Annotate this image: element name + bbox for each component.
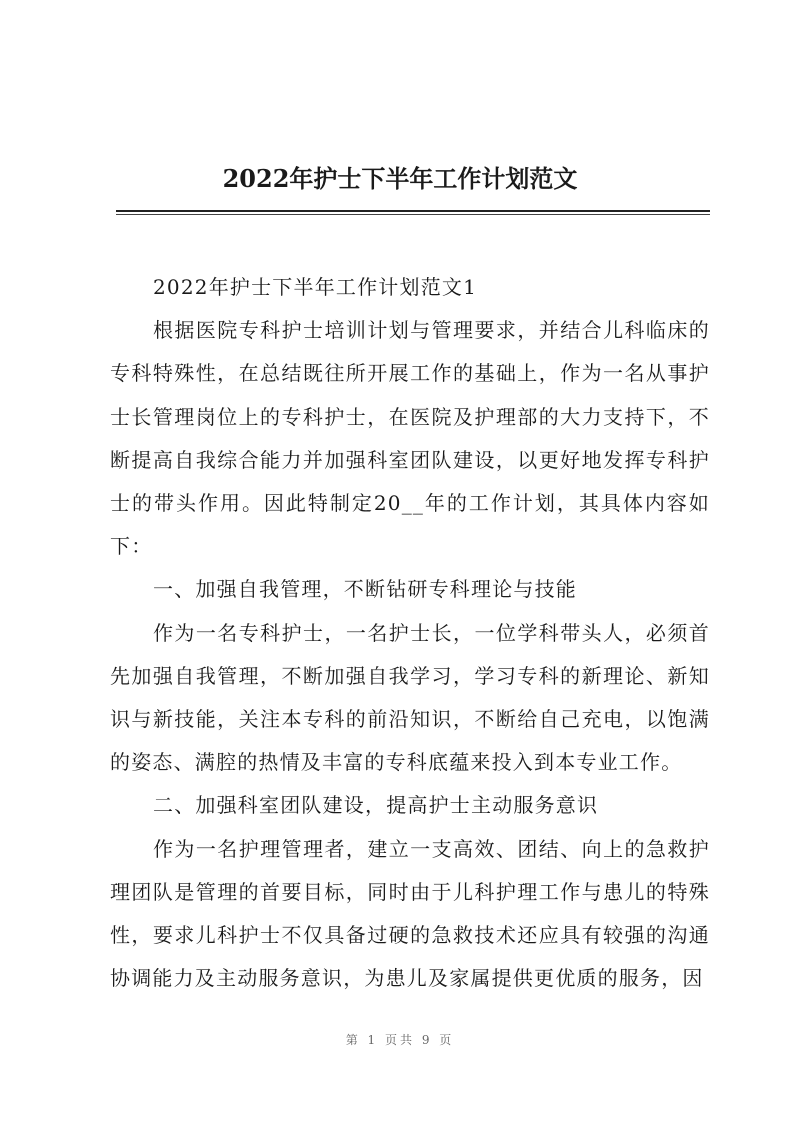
body-paragraph: 作为一名专科护士，一名护士长，一位学科带头人，必须首先加强自我管理，不断加强自我学习，学习专科的新理论、新知识与新技能，关注本专科的前沿知识，不断给自己充电，以饱满的姿态、满腔的热情及丰富的专科底蕴来投入到本专业工作。: [110, 620, 710, 775]
subheading-section-1: 2022年护士下半年工作计划范文1: [153, 275, 478, 299]
title-divider-thick: [116, 210, 710, 212]
page-footer: 第 1 页共 9 页: [345, 1033, 455, 1047]
section-heading: 二、加强科室团队建设，提高护士主动服务意识: [153, 793, 599, 818]
document-title: 2022年护士下半年工作计划范文: [222, 164, 578, 193]
body-paragraph: 作为一名护理管理者，建立一支高效、团结、向上的急救护理团队是管理的首要目标，同时由于儿科护理工作与患儿的特殊性，要求儿科护士不仅具备过硬的急救技术还应具有较强的沟通协调能力及主动服务意识，为患儿及家属提供更优质的服务，因: [110, 836, 710, 991]
section-heading: 一、加强自我管理，不断钻研专科理论与技能: [153, 577, 577, 602]
title-divider-thin: [116, 214, 710, 215]
document-body: [110, 266, 710, 1000]
body-paragraph: 根据医院专科护士培训计划与管理要求，并结合儿科临床的专科特殊性，在总结既往所开展工作的基础上，作为一名从事护士长管理岗位上的专科护士，在医院及护理部的大力支持下，不断提高自我综合能力并加强科室团队建设，以更好地发挥专科护士的带头作用。因此特制定20__年的工作计划，其具体内容如下：: [110, 318, 710, 559]
